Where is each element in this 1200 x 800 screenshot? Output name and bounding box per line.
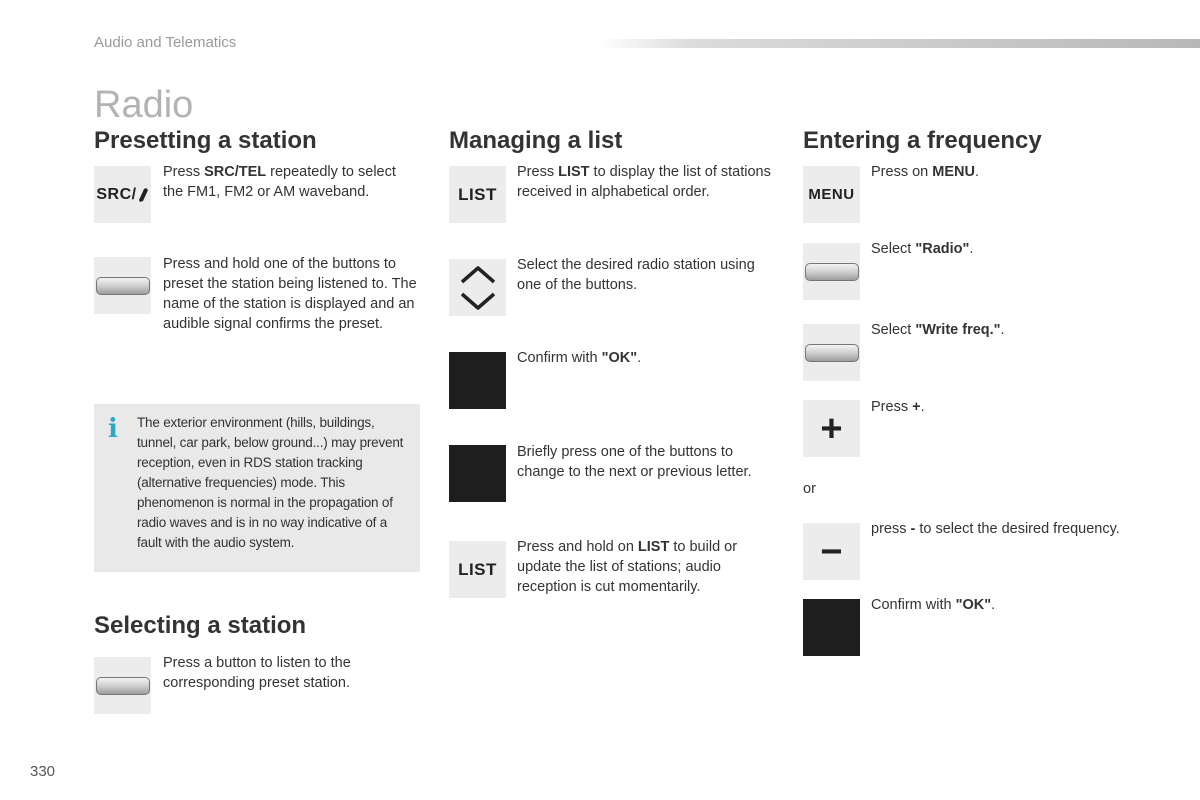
header-section-label: Audio and Telematics [94,34,237,51]
list-label: LIST [458,559,497,579]
presetting-step1-text: Press SRC/TEL repeatedly to select the FM1, FM2 or AM waveband. [163,164,396,200]
pill-button-icon [805,263,859,281]
header-gradient-bar [600,39,1200,48]
preset-select-button-icon [94,657,151,714]
presetting-step2-text: Press and hold one of the buttons to preset the station being listened to. The name of the station is displayed and an audible signal confirms the preset. [163,256,417,332]
or-text: or [803,481,816,497]
ok-dial-icon [803,599,860,656]
selecting-title: Selecting a station [94,612,307,639]
minus-button-icon [803,523,860,580]
managing-step2-text: Select the desired radio station using one of the buttons. [517,257,755,293]
managing-step1-text: Press LIST to display the list of stations received in alphabetical order. [517,164,771,200]
info-icon: i [108,414,118,444]
plus-icon: + [820,407,843,450]
presetting-title: Presetting a station [94,127,317,154]
phone-icon [137,187,149,203]
frequency-step1-text: Press on MENU. [871,164,979,180]
list-label: LIST [458,184,497,204]
frequency-step5-text: press - to select the desired frequency. [871,521,1120,537]
frequency-title: Entering a frequency [803,127,1042,154]
frequency-step4-text: Press +. [871,399,925,415]
preset-button-icon [94,257,151,314]
list-hold-button-icon [449,541,506,598]
page-number: 330 [30,763,56,780]
src-tel-label: SRC/ [96,185,137,203]
frequency-step3-text: Select "Write freq.". [871,322,1005,338]
dial-buttons-icon [449,445,506,502]
managing-title: Managing a list [449,127,623,154]
page-title: Radio [94,84,194,126]
plus-button-icon [803,400,860,457]
frequency-step6-text: Confirm with "OK". [871,597,996,613]
list-button-icon [449,166,506,223]
chevron-up-down-icon [458,262,498,314]
managing-step3-text: Confirm with "OK". [517,350,642,366]
managing-step4-text: Briefly press one of the buttons to change to the next or previous letter. [517,444,752,480]
menu-button-icon [803,166,860,223]
menu-label: MENU [808,186,855,203]
frequency-step2-text: Select "Radio". [871,241,974,257]
src-tel-button-icon [94,166,151,223]
selecting-step1-text: Press a button to listen to the corresponding preset station. [163,655,351,691]
write-freq-softkey-icon [803,324,860,381]
minus-icon: − [820,530,843,573]
pill-button-icon [805,344,859,362]
radio-softkey-icon [803,243,860,300]
ok-dial-icon [449,352,506,409]
pill-button-icon [96,277,150,295]
pill-button-icon [96,677,150,695]
managing-step5-text: Press and hold on LIST to build or update the list of stations; audio reception is cut momentarily. [517,539,738,595]
up-down-arrows-icon [449,259,506,316]
info-text: The exterior environment (hills, buildings, tunnel, car park, below ground...) may prevent reception, even in RDS station tracking (alternative frequencies) mode. This phenomenon is normal in the propagation of radio waves and is in no way indicative of a fault with the audio system. [137,415,404,550]
